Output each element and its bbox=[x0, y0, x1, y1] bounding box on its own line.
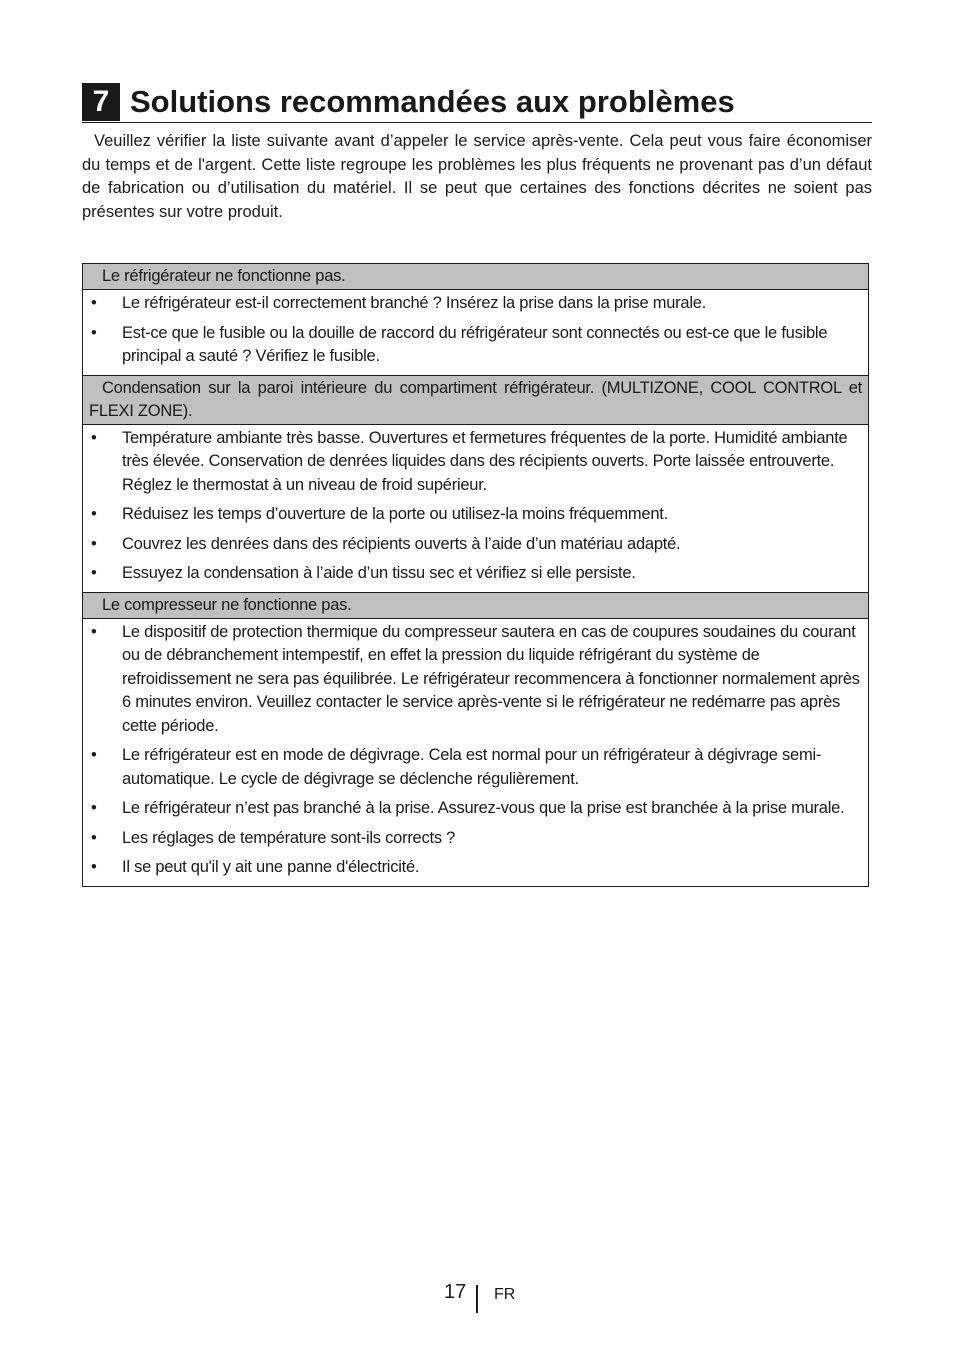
problem-header-row bbox=[83, 592, 869, 618]
bullet-icon: • bbox=[91, 858, 97, 876]
list-item bbox=[83, 292, 862, 316]
list-item bbox=[83, 856, 862, 880]
problem-title: Le compresseur ne fonctionne pas. bbox=[83, 592, 869, 618]
bullet-icon: • bbox=[91, 428, 97, 447]
bullet-icon: • bbox=[91, 828, 97, 847]
bullet-icon: • bbox=[91, 534, 97, 553]
bullet-icon: • bbox=[91, 746, 97, 764]
bullet-icon: • bbox=[91, 323, 97, 342]
problem-title: Le réfrigérateur ne fonctionne pas. bbox=[83, 264, 869, 290]
footer-divider bbox=[476, 1285, 478, 1313]
solution-text: Le réfrigérateur est-il correctement branché ? Insérez la prise dans la prise murale. bbox=[122, 294, 707, 312]
page-footer bbox=[0, 1280, 954, 1316]
solution-text: Les réglages de température sont-ils corrects ? bbox=[122, 828, 456, 847]
intro-paragraph: Veuillez vérifier la liste suivante avant d’appeler le service après-vente. Cela peut vous faire économiser du temps et de l'argent. Cette liste regroupe les problèmes les plus fréquents ne provenant pas d’un défaut de fabrication ou d’utilisation du matériel. Il se peut que certaines des fonctions décrites ne soient pas présentes sur votre produit. bbox=[82, 132, 872, 221]
list-item bbox=[83, 427, 862, 498]
list-item bbox=[83, 503, 862, 527]
bullet-icon: • bbox=[91, 622, 97, 641]
bullet-icon: • bbox=[91, 564, 97, 582]
solution-text: Le réfrigérateur n’est pas branché à la prise. Assurez-vous que la prise est branchée à la prise murale. bbox=[122, 799, 845, 817]
solutions-row bbox=[83, 618, 869, 886]
solutions-row bbox=[83, 290, 869, 376]
troubleshooting-table bbox=[82, 263, 869, 887]
solution-text: Le réfrigérateur est en mode de dégivrage. Cela est normal pour un réfrigérateur à dégivrage semi-automatique. Le cycle de dégivrage se déclenche régulièrement. bbox=[122, 746, 822, 788]
solutions-cell bbox=[83, 424, 869, 592]
bullet-icon: • bbox=[91, 505, 97, 523]
solutions-row bbox=[83, 424, 869, 592]
list-item bbox=[83, 744, 862, 791]
problem-header-row bbox=[83, 264, 869, 290]
bullet-icon: • bbox=[91, 294, 97, 312]
problem-title: Condensation sur la paroi intérieure du compartiment réfrigérateur. (MULTIZONE, COOL CONTROL et FLEXI ZONE). bbox=[83, 375, 869, 424]
bullet-icon: • bbox=[91, 799, 97, 817]
list-item bbox=[83, 797, 862, 821]
section-number-badge: 7 bbox=[82, 83, 120, 121]
solution-text: Est-ce que le fusible ou la douille de raccord du réfrigérateur sont connectés ou est-ce que le fusible principal a sauté ? Vérifiez le fusible. bbox=[122, 323, 828, 365]
list-item bbox=[83, 562, 862, 586]
solution-list bbox=[83, 290, 868, 369]
solution-text: Il se peut qu'il y ait une panne d'électricité. bbox=[122, 858, 420, 876]
solution-list bbox=[83, 425, 868, 586]
solution-text: Essuyez la condensation à l’aide d’un tissu sec et vérifiez si elle persiste. bbox=[122, 564, 636, 582]
section-heading bbox=[82, 82, 872, 123]
solution-text: Température ambiante très basse. Ouvertures et fermetures fréquentes de la porte. Humidité ambiante très élevée. Conservation de denrées liquides dans des récipients ouverts. Porte laissée entrouverte. Réglez le thermostat à un niveau de froid supérieur. bbox=[122, 428, 848, 494]
solution-text: Couvrez les denrées dans des récipients ouverts à l’aide d’un matériau adapté. bbox=[122, 534, 681, 553]
page-number: 17 bbox=[444, 1281, 467, 1303]
list-item bbox=[83, 621, 862, 739]
list-item bbox=[83, 533, 862, 557]
solutions-cell bbox=[83, 290, 869, 376]
problem-header-row bbox=[83, 375, 869, 424]
section-title: Solutions recommandées aux problèmes bbox=[130, 84, 735, 119]
solutions-cell bbox=[83, 618, 869, 886]
solution-list bbox=[83, 619, 868, 880]
language-code: FR bbox=[494, 1286, 516, 1303]
solution-text: Réduisez les temps d’ouverture de la porte ou utilisez-la moins fréquemment. bbox=[122, 505, 668, 523]
list-item bbox=[83, 322, 862, 369]
list-item bbox=[83, 827, 862, 851]
solution-text: Le dispositif de protection thermique du compresseur sautera en cas de coupures soudaines du courant ou de débranchement intempestif, en effet la pression du liquide réfrigérant du système de refroidissement ne sera pas équilibrée. Le réfrigérateur recommencera à fonctionner normalement après 6 minutes environ. Veuillez contacter le service après-vente si le réfrigérateur ne redémarre pas après cette période. bbox=[122, 622, 860, 735]
